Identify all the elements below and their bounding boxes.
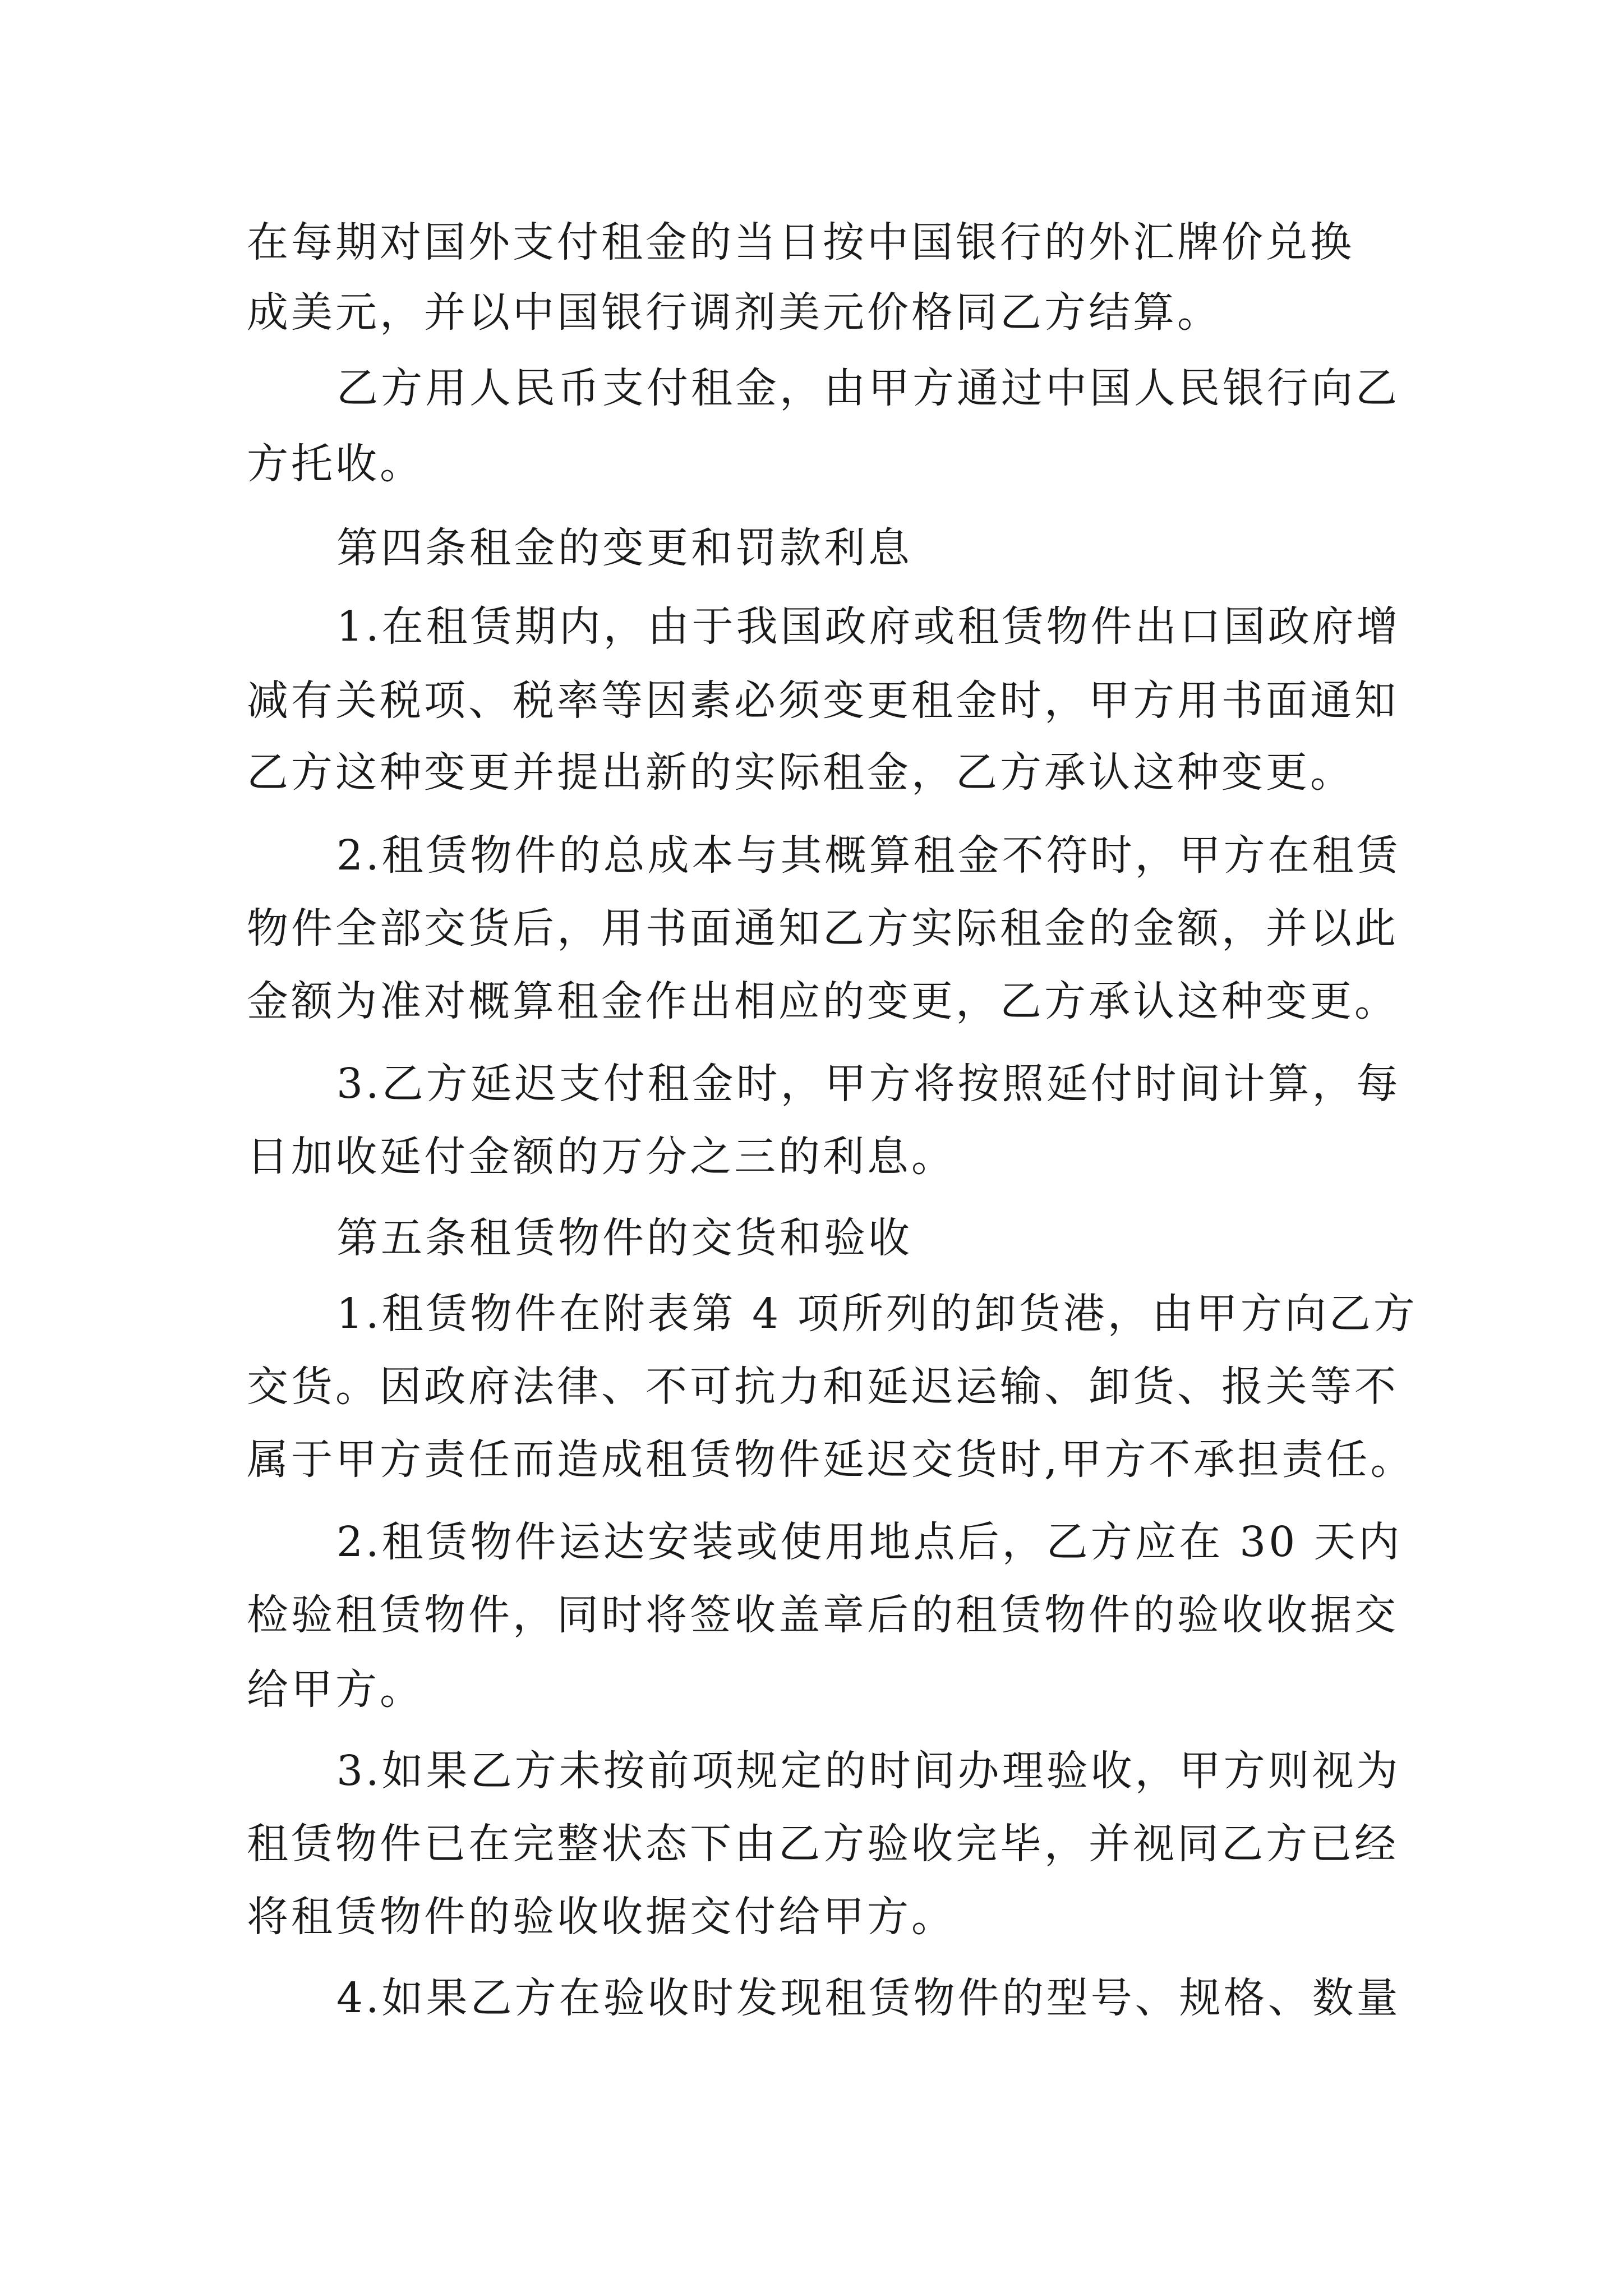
text-line: 乙方用人民币支付租金，由甲方通过中国人民银行向乙: [336, 364, 1400, 412]
text-line: 减有关税项、税率等因素必须变更租金时，甲方用书面通知: [247, 677, 1399, 725]
text-line: 1.租赁物件在附表第 4 项所列的卸货港，由甲方向乙方: [336, 1290, 1418, 1338]
text-line: 1.在租赁期内，由于我国政府或租赁物件出口国政府增: [336, 602, 1401, 651]
text-line: 4.如果乙方在验收时发现租赁物件的型号、规格、数量: [336, 1974, 1401, 2022]
text-line: 物件全部交货后，用书面通知乙方实际租金的金额，并以此: [247, 904, 1399, 953]
text-line: 3.如果乙方未按前项规定的时间办理验收，甲方则视为: [336, 1747, 1401, 1795]
text-line: 租赁物件已在完整状态下由乙方验收完毕，并视同乙方已经: [247, 1820, 1399, 1868]
text-line: 3.乙方延迟支付租金时，甲方将按照延付时间计算，每: [336, 1060, 1401, 1108]
text-line: 在每期对国外支付租金的当日按中国银行的外汇牌价兑换: [247, 218, 1354, 266]
text-line: 2.租赁物件运达安装或使用地点后，乙方应在 30 天内: [336, 1518, 1403, 1566]
section-heading: 第四条租金的变更和罚款利息: [336, 524, 912, 572]
text-line: 给甲方。: [247, 1665, 424, 1714]
text-line: 检验租赁物件，同时将签收盖章后的租赁物件的验收收据交: [247, 1591, 1399, 1639]
text-line: 将租赁物件的验收收据交付给甲方。: [247, 1893, 956, 1941]
text-line: 交货。因政府法律、不可抗力和延迟运输、卸货、报关等不: [247, 1363, 1399, 1411]
text-line: 属于甲方责任而造成租赁物件延迟交货时,甲方不承担责任。: [247, 1435, 1415, 1484]
text-line: 成美元，并以中国银行调剂美元价格同乙方结算。: [247, 288, 1221, 337]
text-line: 2.租赁物件的总成本与其概算租金不符时，甲方在租赁: [336, 831, 1401, 880]
text-line: 乙方这种变更并提出新的实际租金，乙方承认这种变更。: [247, 748, 1354, 797]
text-line: 金额为准对概算租金作出相应的变更，乙方承认这种变更。: [247, 977, 1399, 1025]
section-heading: 第五条租赁物件的交货和验收: [336, 1214, 912, 1262]
text-line: 方托收。: [247, 440, 424, 488]
text-line: 日加收延付金额的万分之三的利息。: [247, 1133, 956, 1181]
